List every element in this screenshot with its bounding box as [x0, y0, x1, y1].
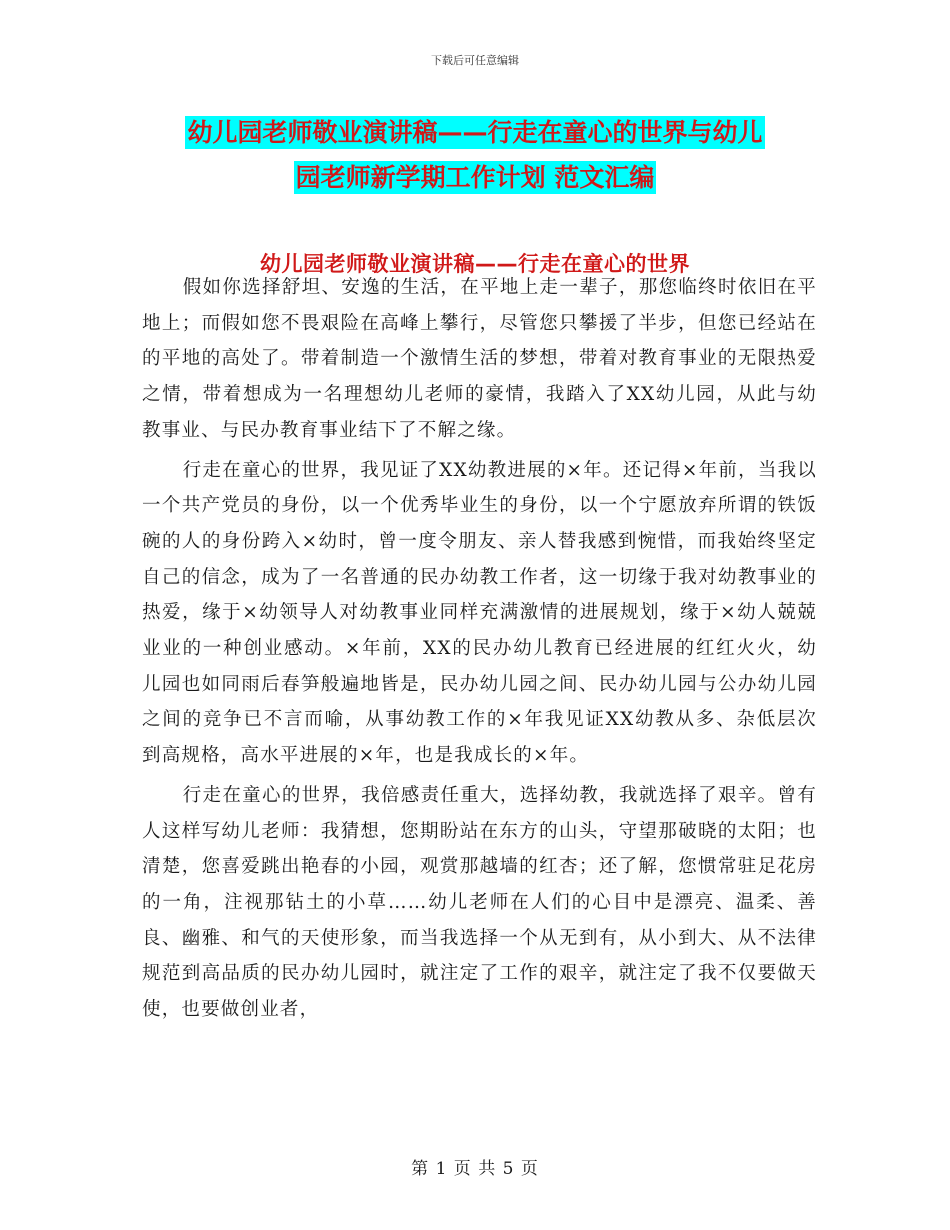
document-title-line-1 [120, 113, 830, 149]
paragraph: 行走在童心的世界，我倍感责任重大，选择幼教，我就选择了艰辛。曾有人这样写幼儿老师：我猜想，您期盼站在东方的山头，守望那破晓的太阳；也清楚，您喜爱跳出艳春的小园，观赏那越墙的红杏；还了解，您惯常驻足花房的一角，注视那钻土的小草……幼儿老师在人们的心目中是漂亮、温柔、善良、幽雅、和气的天使形象，而当我选择一个从无到有，从小到大、从不法律规范到高品质的民办幼儿园时，就注定了工作的艰辛，就注定了我不仅要做天使，也要做创业者， [142, 784, 817, 1021]
page-footer: 第 1 页 共 5 页 [411, 1159, 539, 1179]
title-highlight: 幼儿园老师敬业演讲稿——行走在童心的世界与幼儿 [187, 118, 763, 147]
section-title: 幼儿园老师敬业演讲稿——行走在童心的世界 [260, 252, 690, 276]
header-note: 下载后可任意编辑 [431, 54, 519, 67]
paragraph: 假如你选择舒坦、安逸的生活，在平地上走一辈子，那您临终时依旧在平地上；而假如您不畏艰险在高峰上攀行，尽管您只攀援了半步，但您已经站在的平地的高处了。带着制造一个激情生活的梦想，带着对教育事业的无限热爱之情，带着想成为一名理想幼儿老师的豪情，我踏入了XX幼儿园，从此与幼教事业、与民办教育事业结下了不解之缘。 [142, 277, 817, 441]
paragraph: 行走在童心的世界，我见证了XX幼教进展的×年。还记得×年前，当我以一个共产党员的身份，以一个优秀毕业生的身份，以一个宁愿放弃所谓的铁饭碗的人的身份跨入×幼时，曾一度令朋友、亲人替我感到惋惜，而我始终坚定自己的信念，成为了一名普通的民办幼教工作者，这一切缘于我对幼教事业的热爱，缘于×幼领导人对幼教事业同样充满激情的进展规划，缘于×幼人兢兢业业的一种创业感动。×年前，XX的民办幼儿教育已经进展的红红火火，幼儿园也如同雨后春笋般遍地皆是，民办幼儿园之间、民办幼儿园与公办幼儿园之间的竞争已不言而喻，从事幼教工作的×年我见证XX幼教从多、杂低层次到高规格，高水平进展的×年，也是我成长的×年。 [142, 459, 817, 767]
document-title-line-2 [120, 158, 830, 194]
title-highlight: 园老师新学期工作计划 范文汇编 [295, 163, 655, 192]
body-text [142, 270, 817, 1028]
